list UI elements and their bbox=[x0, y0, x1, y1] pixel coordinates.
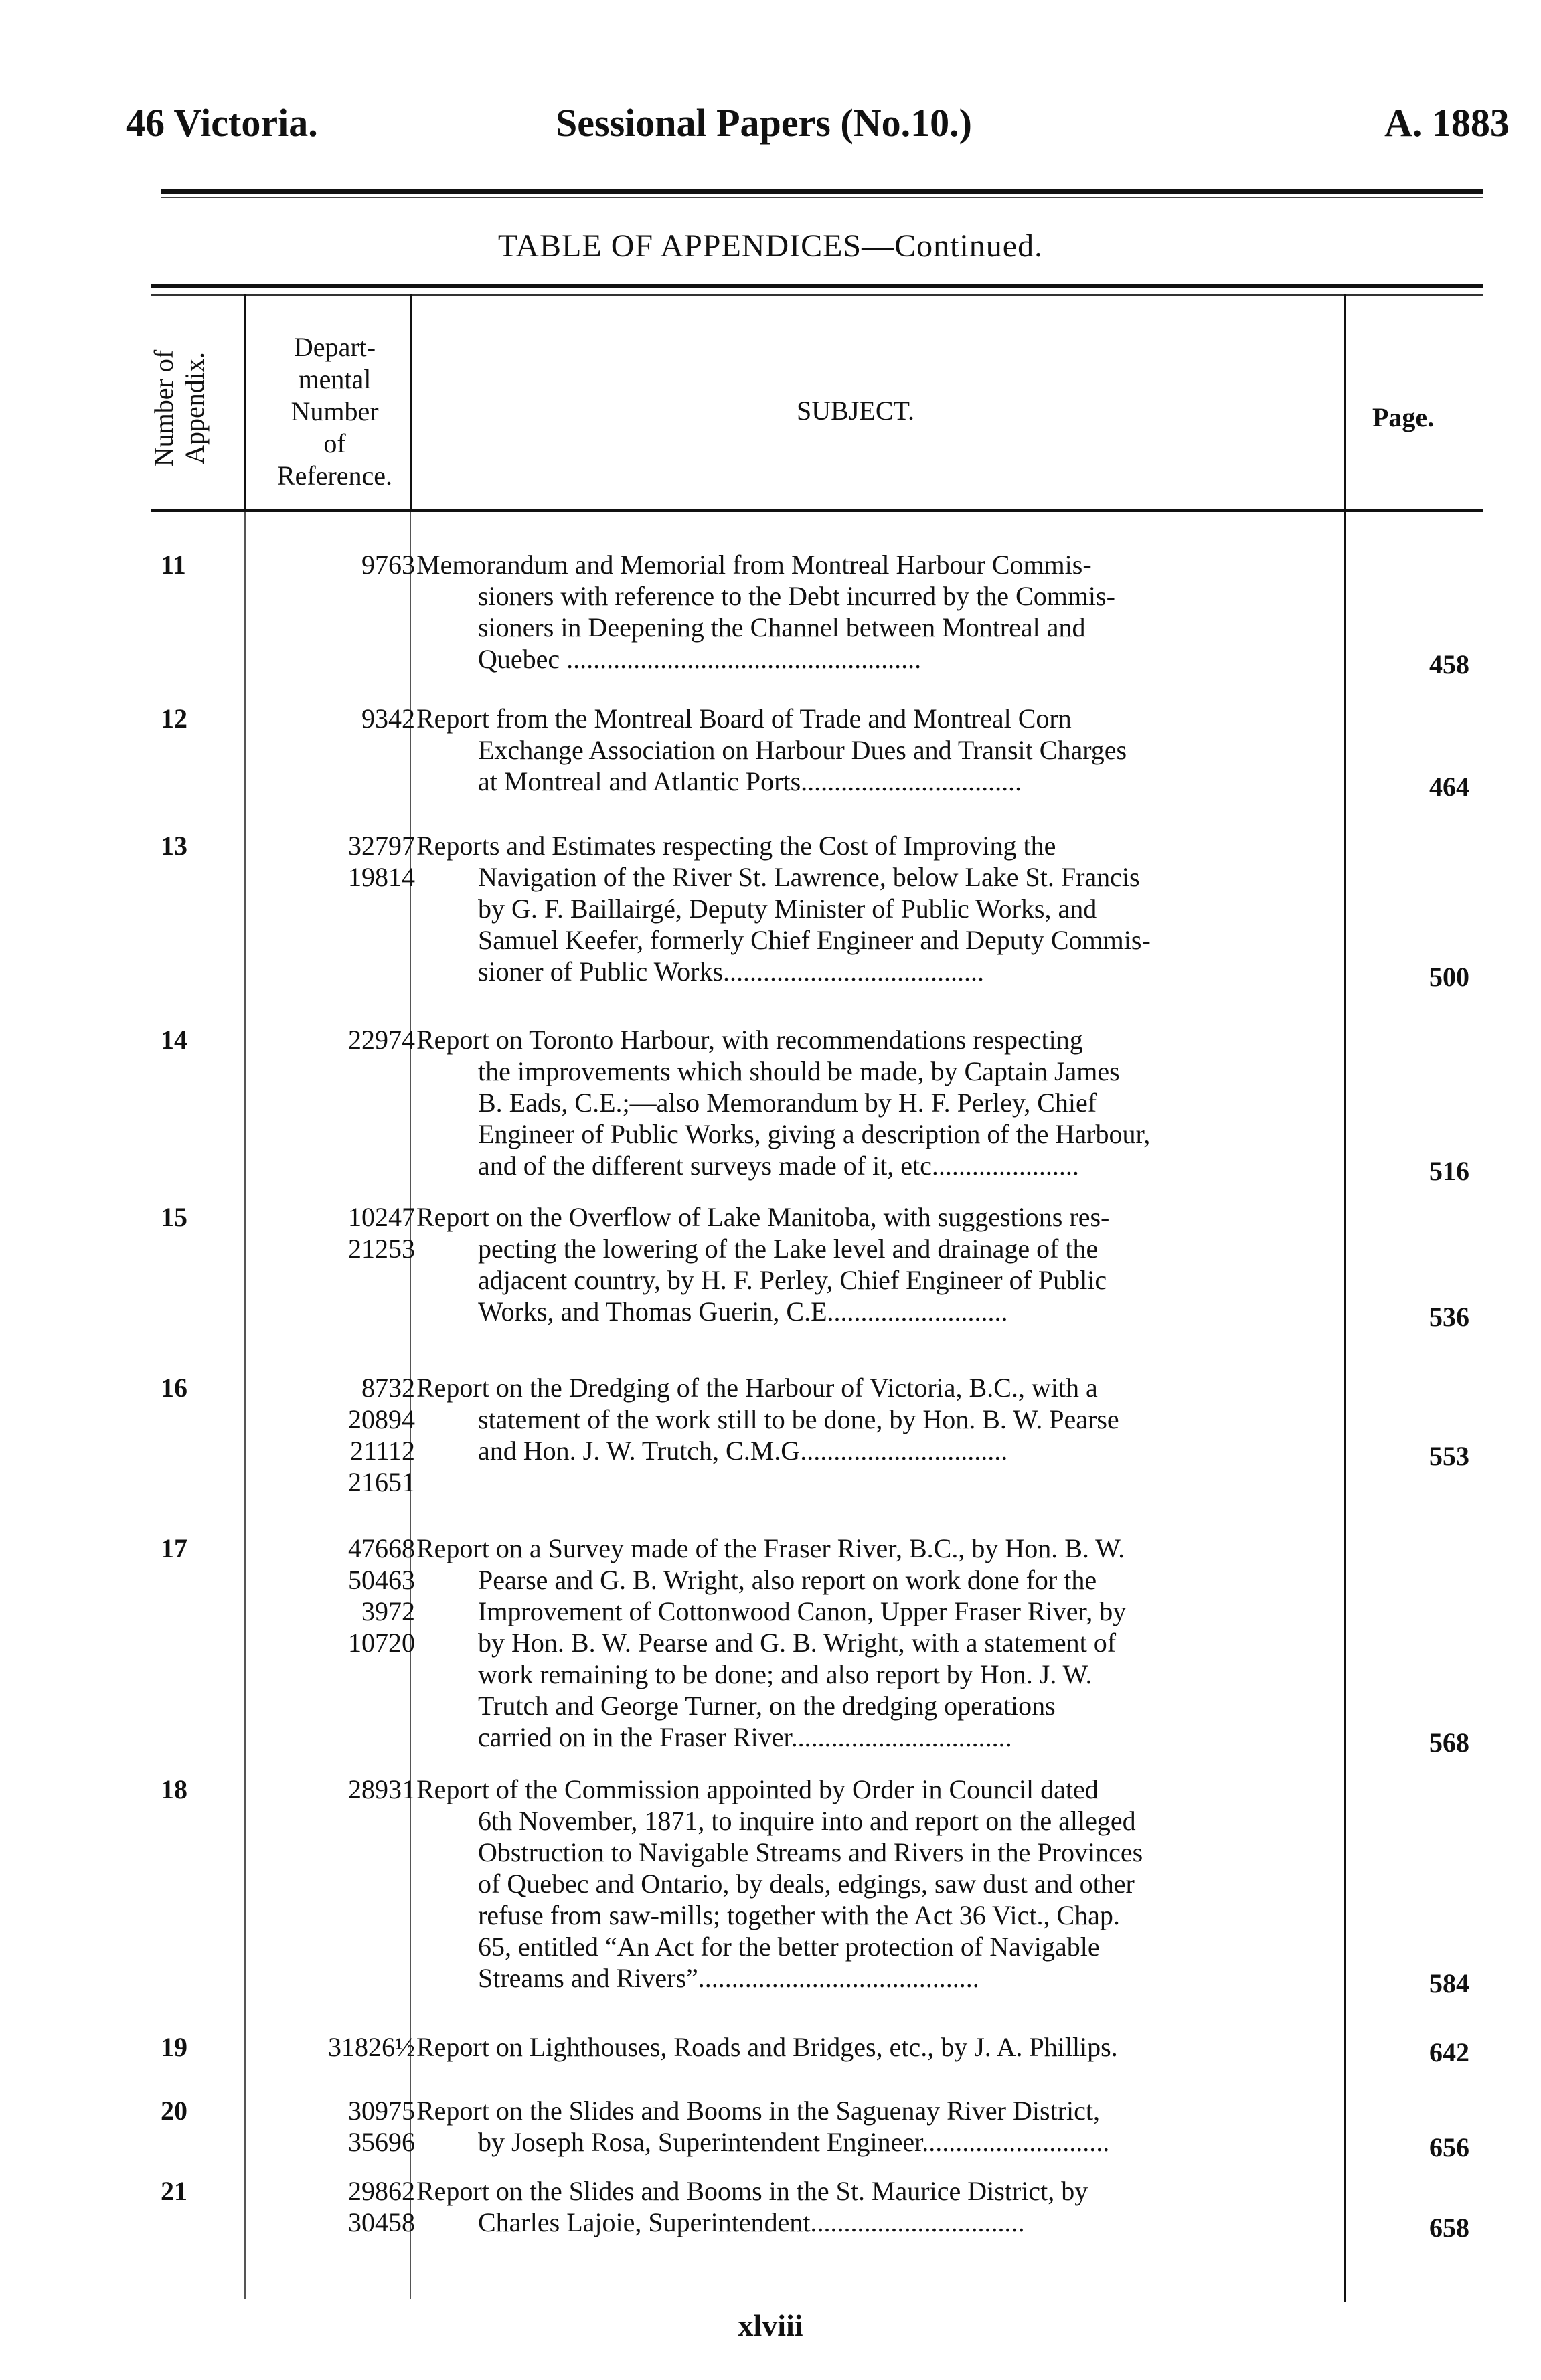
subject-line: Report on the Slides and Booms in the St. Maurice District, by bbox=[416, 2176, 1088, 2206]
page-ref: 500 bbox=[1429, 962, 1469, 992]
departmental-ref: 31826½ bbox=[328, 2032, 415, 2062]
subject-line: Report on Toronto Harbour, with recommendations respecting bbox=[416, 1025, 1083, 1055]
table-top-rule-thin bbox=[151, 294, 1483, 296]
subject-line: Improvement of Cottonwood Canon, Upper Fraser River, by bbox=[478, 1596, 1127, 1626]
departmental-ref: 9763 bbox=[361, 549, 415, 580]
column-divider bbox=[244, 294, 246, 509]
page-ref: 658 bbox=[1429, 2213, 1469, 2243]
departmental-refs bbox=[281, 2031, 415, 2063]
table-top-rule bbox=[151, 284, 1483, 288]
departmental-ref: 10720 bbox=[348, 1628, 415, 1658]
appendix-number: 18 bbox=[161, 1774, 187, 1804]
subject-text bbox=[416, 1024, 1340, 1181]
subject-line: sioner of Public Works....................................... bbox=[478, 956, 985, 987]
page-ref: 536 bbox=[1429, 1302, 1469, 1332]
departmental-refs bbox=[281, 703, 415, 734]
subject-line: adjacent country, by H. F. Perley, Chief Engineer of Public bbox=[478, 1265, 1107, 1295]
column-divider bbox=[410, 294, 412, 509]
subject-text bbox=[416, 1533, 1340, 1753]
subject-line: by Joseph Rosa, Superintendent Engineer............................ bbox=[478, 2127, 1110, 2157]
appendix-number: 19 bbox=[161, 2032, 187, 2062]
departmental-ref: 35696 bbox=[348, 2127, 415, 2157]
subject-line: Quebec ..................................................... bbox=[478, 644, 922, 674]
departmental-refs bbox=[281, 1201, 415, 1264]
header-title: Sessional Papers (No.10.) bbox=[556, 101, 972, 145]
departmental-ref: 28931 bbox=[348, 1774, 415, 1804]
subject-line: by G. F. Baillairgé, Deputy Minister of Public Works, and bbox=[478, 894, 1097, 924]
column-header-departmental-line: Depart- bbox=[293, 332, 376, 362]
subject-line: Charles Lajoie, Superintendent................................ bbox=[478, 2207, 1025, 2237]
column-header-departmental-line: of bbox=[323, 428, 346, 458]
subject-line: the improvements which should be made, by Captain James bbox=[478, 1056, 1120, 1086]
subject-line: by Hon. B. W. Pearse and G. B. Wright, with a statement of bbox=[478, 1628, 1117, 1658]
departmental-ref: 30458 bbox=[348, 2207, 415, 2237]
column-header-appendix bbox=[149, 315, 236, 502]
departmental-ref: 21253 bbox=[348, 1234, 415, 1264]
subject-line: Works, and Thomas Guerin, C.E........................... bbox=[478, 1296, 1008, 1327]
subject-line: Exchange Association on Harbour Dues and Transit Charges bbox=[478, 735, 1127, 765]
subject-text bbox=[416, 549, 1340, 675]
header-year: A. 1883 bbox=[1384, 101, 1510, 145]
appendix-number: 15 bbox=[161, 1202, 187, 1232]
subject-line: Report from the Montreal Board of Trade and Montreal Corn bbox=[416, 703, 1072, 734]
column-header-subject: SUBJECT. bbox=[797, 396, 914, 426]
page-ref: 516 bbox=[1429, 1156, 1469, 1186]
departmental-refs bbox=[281, 1024, 415, 1055]
subject-line: sioners in Deepening the Channel between Montreal and bbox=[478, 612, 1086, 643]
column-header-departmental-line: mental bbox=[298, 364, 372, 394]
appendix-number: 12 bbox=[161, 703, 187, 734]
appendix-number: 20 bbox=[161, 2096, 187, 2126]
column-header-appendix-label: Number of Appendix. bbox=[149, 349, 210, 467]
subject-line: refuse from saw-mills; together with the Act 36 Vict., Chap. bbox=[478, 1900, 1120, 1930]
subject-text bbox=[416, 830, 1340, 987]
column-header-departmental-line: Number bbox=[291, 396, 379, 426]
subject-text bbox=[416, 1774, 1340, 1994]
table-title: TABLE OF APPENDICES—Continued. bbox=[497, 228, 1044, 264]
column-header-departmental-line: Reference. bbox=[276, 460, 393, 491]
page-ref: 584 bbox=[1429, 1968, 1469, 1999]
departmental-ref: 9342 bbox=[361, 703, 415, 734]
page-ref: 458 bbox=[1429, 649, 1469, 679]
subject-line: Report of the Commission appointed by Order in Council dated bbox=[416, 1774, 1099, 1804]
subject-line: 6th November, 1871, to inquire into and report on the alleged bbox=[478, 1806, 1136, 1836]
subject-line: and of the different surveys made of it, etc...................... bbox=[478, 1151, 1079, 1181]
page-ref: 642 bbox=[1429, 2037, 1469, 2067]
subject-line: Obstruction to Navigable Streams and Rivers in the Provinces bbox=[478, 1837, 1143, 1867]
subject-line: Engineer of Public Works, giving a description of the Harbour, bbox=[478, 1119, 1151, 1149]
appendix-number: 13 bbox=[161, 831, 187, 861]
departmental-ref: 21651 bbox=[348, 1467, 415, 1497]
appendix-number: 14 bbox=[161, 1025, 187, 1055]
subject-line: 65, entitled “An Act for the better protection of Navigable bbox=[478, 1932, 1100, 1962]
page-ref: 464 bbox=[1429, 772, 1469, 802]
appendix-number: 11 bbox=[161, 549, 186, 580]
subject-line: Navigation of the River St. Lawrence, below Lake St. Francis bbox=[478, 862, 1140, 892]
subject-line: Trutch and George Turner, on the dredging operations bbox=[478, 1691, 1056, 1721]
page-ref: 656 bbox=[1429, 2132, 1469, 2162]
subject-line: Report on Lighthouses, Roads and Bridges, etc., by J. A. Phillips. bbox=[416, 2032, 1118, 2062]
subject-line: Report on a Survey made of the Fraser River, B.C., by Hon. B. W. bbox=[416, 1533, 1125, 1563]
subject-text bbox=[416, 2175, 1340, 2238]
column-divider bbox=[244, 512, 246, 2299]
subject-line: work remaining to be done; and also report by Hon. J. W. bbox=[478, 1659, 1092, 1689]
header-session: 46 Victoria. bbox=[126, 101, 318, 145]
subject-line: and Hon. J. W. Trutch, C.M.G............................... bbox=[478, 1436, 1008, 1466]
subject-line: Pearse and G. B. Wright, also report on work done for the bbox=[478, 1565, 1097, 1595]
departmental-refs bbox=[281, 549, 415, 580]
page-number: xlviii bbox=[738, 2308, 803, 2343]
departmental-refs bbox=[281, 1774, 415, 1805]
column-header-departmental-number bbox=[258, 331, 412, 492]
subject-line: Reports and Estimates respecting the Cost of Improving the bbox=[416, 831, 1056, 861]
subject-line: at Montreal and Atlantic Ports................................. bbox=[478, 766, 1022, 796]
departmental-ref: 29862 bbox=[348, 2176, 415, 2206]
subject-line: Samuel Keefer, formerly Chief Engineer and Deputy Commis- bbox=[478, 925, 1151, 955]
subject-text bbox=[416, 1372, 1340, 1466]
appendix-number: 21 bbox=[161, 2176, 187, 2206]
departmental-refs bbox=[281, 830, 415, 893]
departmental-ref: 8732 bbox=[361, 1373, 415, 1403]
header-bottom-rule bbox=[151, 509, 1483, 512]
departmental-ref: 30975 bbox=[348, 2096, 415, 2126]
departmental-ref: 47668 bbox=[348, 1533, 415, 1563]
departmental-ref: 21112 bbox=[349, 1436, 415, 1466]
page-ref: 568 bbox=[1429, 1727, 1469, 1758]
subject-line: Report on the Overflow of Lake Manitoba, with suggestions res- bbox=[416, 1202, 1110, 1232]
appendix-number: 16 bbox=[161, 1373, 187, 1403]
header-rule bbox=[161, 189, 1483, 194]
departmental-ref: 50463 bbox=[348, 1565, 415, 1595]
subject-text bbox=[416, 1201, 1340, 1327]
page-header bbox=[0, 100, 1541, 154]
departmental-ref: 10247 bbox=[348, 1202, 415, 1232]
subject-line: Streams and Rivers”.......................................... bbox=[478, 1963, 979, 1993]
column-divider bbox=[1344, 294, 1346, 2302]
subject-line: statement of the work still to be done, by Hon. B. W. Pearse bbox=[478, 1404, 1119, 1434]
subject-line: pecting the lowering of the Lake level and drainage of the bbox=[478, 1234, 1099, 1264]
departmental-ref: 19814 bbox=[348, 862, 415, 892]
departmental-ref: 32797 bbox=[348, 831, 415, 861]
subject-line: Report on the Dredging of the Harbour of Victoria, B.C., with a bbox=[416, 1373, 1098, 1403]
subject-line: Memorandum and Memorial from Montreal Harbour Commis- bbox=[416, 549, 1092, 580]
departmental-ref: 22974 bbox=[348, 1025, 415, 1055]
departmental-refs bbox=[281, 1372, 415, 1498]
subject-line: B. Eads, C.E.;—also Memorandum by H. F. Perley, Chief bbox=[478, 1088, 1097, 1118]
column-header-page: Page. bbox=[1372, 402, 1435, 432]
subject-line: Report on the Slides and Booms in the Saguenay River District, bbox=[416, 2096, 1100, 2126]
subject-line: sioners with reference to the Debt incurred by the Commis- bbox=[478, 581, 1115, 611]
departmental-ref: 3972 bbox=[361, 1596, 415, 1626]
departmental-refs bbox=[281, 2095, 415, 2158]
subject-line: carried on in the Fraser River................................. bbox=[478, 1722, 1012, 1752]
departmental-refs bbox=[281, 2175, 415, 2238]
page-ref: 553 bbox=[1429, 1441, 1469, 1471]
subject-text bbox=[416, 703, 1340, 797]
subject-text bbox=[416, 2031, 1340, 2063]
header-rule-thin bbox=[161, 197, 1483, 198]
subject-text bbox=[416, 2095, 1340, 2158]
subject-line: of Quebec and Ontario, by deals, edgings, saw dust and other bbox=[478, 1869, 1135, 1899]
appendix-number: 17 bbox=[161, 1533, 187, 1563]
departmental-ref: 20894 bbox=[348, 1404, 415, 1434]
departmental-refs bbox=[281, 1533, 415, 1659]
